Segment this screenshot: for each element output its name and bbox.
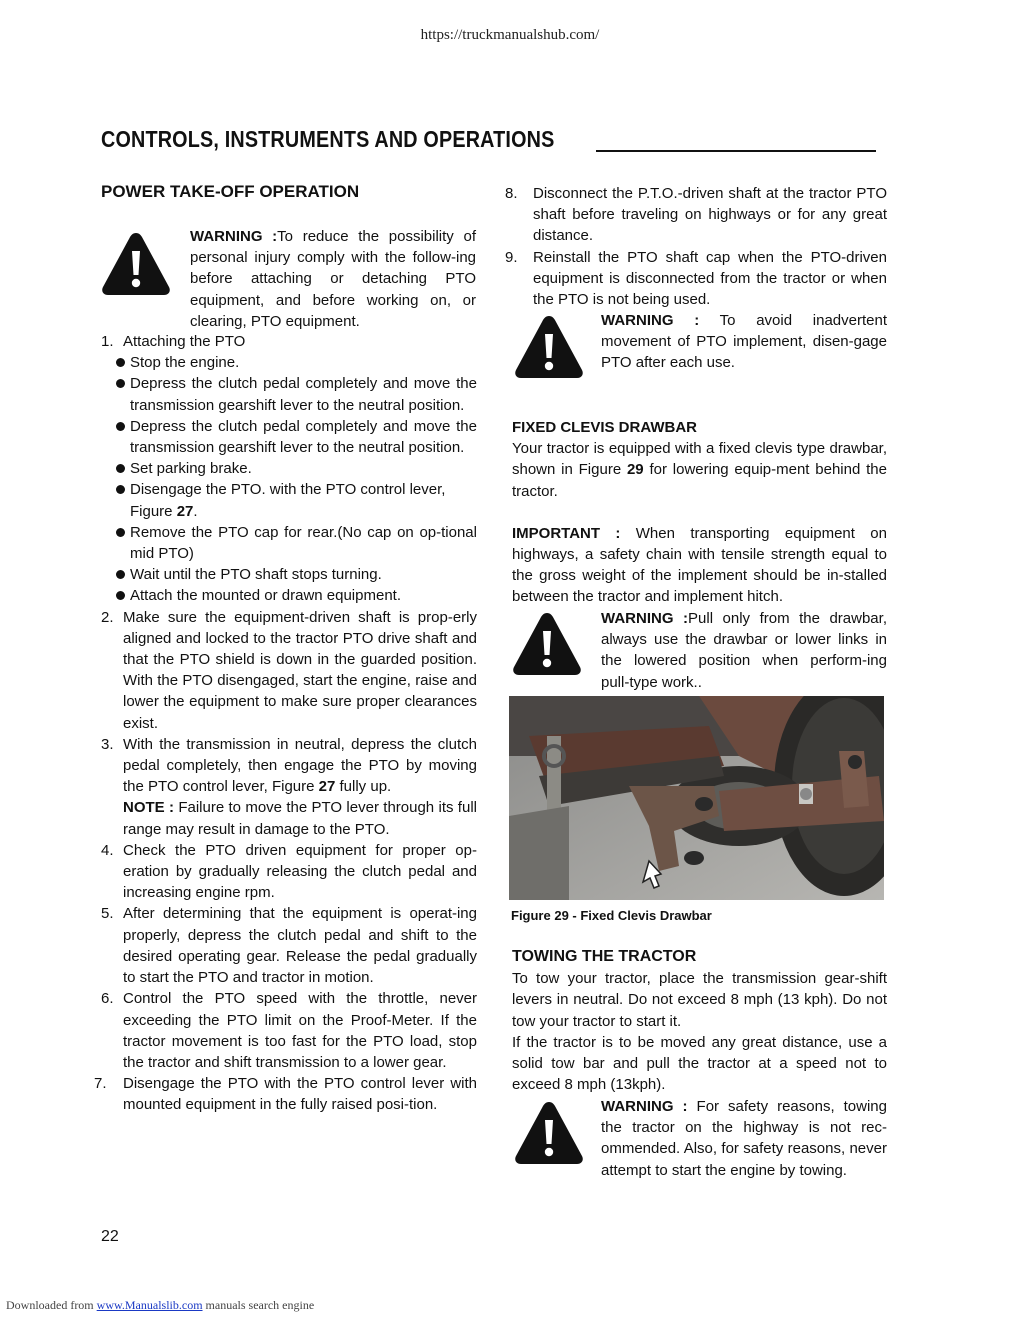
- bullet-item: Remove the PTO cap for rear.(No cap on op-tional mid PTO): [116, 522, 477, 564]
- warning-icon: [510, 609, 584, 677]
- source-url[interactable]: https://truckmanualshub.com/: [420, 27, 600, 43]
- towing-heading: TOWING THE TRACTOR: [512, 948, 697, 965]
- pto-heading: POWER TAKE-OFF OPERATION: [101, 182, 360, 201]
- drawbar-photo: [509, 696, 884, 900]
- warning-drawbar: WARNING :Pull only from the drawbar, always use the drawbar or lower links in the lowered position when perform-ing pull-type work..: [601, 610, 887, 691]
- step-title: Attaching the PTO: [123, 333, 246, 350]
- step-2: 2. Make sure the equipment-driven shaft is prop-erly aligned and locked to the tractor PTO drive shaft and that the PTO shield is down in the guarded position. With the PTO disengaged, start the engine, raise and lower the equipment to make sure proper clearances exist.: [101, 608, 477, 732]
- bullet-icon: [116, 422, 125, 431]
- step-number: 1.: [101, 333, 114, 350]
- warning-icon: [512, 1098, 586, 1166]
- warning-disengage: WARNING : To avoid inadvertent movement of PTO implement, disen-gage PTO after each use.: [601, 312, 887, 372]
- step-6: 6. Control the PTO speed with the throttle, never exceeding the PTO limit on the Proof-Meter. If the tractor movement is too fast for the PTO load, stop the tractor and shift transmission to a lower gear.: [101, 990, 477, 1071]
- step-3: 3. With the transmission in neutral, depress the clutch pedal completely, then engage the PTO by moving the PTO control lever, Figure 27 fully up. NOTE : Failure to move the PTO lever through its full range may result in damage to the PTO.: [101, 735, 477, 838]
- bullet-icon: [116, 379, 125, 388]
- figure-caption: Figure 29 - Fixed Clevis Drawbar: [511, 908, 712, 923]
- warning-icon: [99, 229, 173, 297]
- drawbar-text: Your tractor is equipped with a fixed clevis type drawbar, shown in Figure 29 for lowering equip-ment behind the tractor.: [512, 440, 887, 500]
- warning-icon: [512, 312, 586, 380]
- step-1: [101, 331, 477, 352]
- bullet-item: Depress the clutch pedal completely and move the transmission gearshift lever to the neutral position.: [116, 373, 477, 415]
- step-5: 5. After determining that the equipment is operat-ing properly, depress the clutch pedal and shift to the desired operating gear. Release the pedal gradually to start the PTO and tractor in motion.: [101, 905, 477, 987]
- step-7: 7. Disengage the PTO with the PTO control lever with mounted equipment in the fully raised posi-tion.: [94, 1075, 477, 1114]
- bullet-item: Stop the engine.: [116, 352, 477, 373]
- footer: Downloaded from www.Manualslib.com manuals search engine: [6, 1298, 315, 1312]
- step-4: 4. Check the PTO driven equipment for proper op-eration by gradually releasing the clutch pedal and increasing engine rpm.: [101, 841, 477, 902]
- pto-steps: [94, 331, 477, 1116]
- towing-section: [512, 946, 887, 1095]
- pto-steps-continued: [505, 183, 887, 310]
- bullet-item: Attach the mounted or drawn equipment.: [116, 585, 477, 606]
- towing-text: If the tractor is to be moved any great distance, use a solid tow bar and pull the tractor at a speed not to exceed 8 mph (13kph).: [512, 1033, 887, 1094]
- towing-text: To tow your tractor, place the transmission gear-shift levers in neutral. Do not exceed 8 mph (13 kph). Do not tow your tractor to start it.: [512, 970, 887, 1030]
- bullet-icon: [116, 464, 125, 473]
- page-number: 22: [101, 1228, 119, 1245]
- bullet-item: Wait until the PTO shaft stops turning.: [116, 564, 477, 585]
- bullet-icon: [116, 570, 125, 579]
- warning-pto: [190, 226, 476, 332]
- title-rule: [596, 150, 876, 152]
- bullet-item: Depress the clutch pedal completely and move the transmission gearshift lever to the neutral position.: [116, 416, 477, 458]
- manualslib-link[interactable]: www.Manualslib.com: [96, 1298, 203, 1312]
- step-9: 9. Reinstall the PTO shaft cap when the PTO-driven equipment is disconnected from the tractor or when the PTO is not being used.: [505, 248, 887, 309]
- step-1-bullets: [101, 352, 477, 606]
- important-note: IMPORTANT : When transporting equipment on highways, a safety chain with tensile strength equal to the gross weight of the implement should be in-stalled between the tractor and implement hitch.: [512, 524, 887, 606]
- bullet-item: Disengage the PTO. with the PTO control lever, Figure 27.: [116, 479, 477, 521]
- bullet-icon: [116, 358, 125, 367]
- bullet-item: Set parking brake.: [116, 458, 477, 479]
- bullet-icon: [116, 485, 125, 494]
- bullet-icon: [116, 591, 125, 600]
- drawbar-section: [512, 417, 887, 608]
- warning-text: To reduce the possibility of personal injury comply with the follow-ing before attaching or detaching PTO equipment, and before working on, or clearing, PTO equipment.: [190, 228, 476, 330]
- note-label: NOTE :: [123, 799, 174, 817]
- warning-towing: WARNING : For safety reasons, towing the tractor on the highway is not rec-ommended. Also, for safety reasons, never attempt to start the engine by towing.: [601, 1098, 887, 1179]
- bullet-icon: [116, 528, 125, 537]
- drawbar-heading: FIXED CLEVIS DRAWBAR: [512, 419, 698, 436]
- warning-label: WARNING :: [190, 228, 278, 245]
- step-8: 8. Disconnect the P.T.O.-driven shaft at the tractor PTO shaft before traveling on highways or for any great distance.: [505, 185, 887, 245]
- section-title: CONTROLS, INSTRUMENTS AND OPERATIONS: [101, 126, 555, 152]
